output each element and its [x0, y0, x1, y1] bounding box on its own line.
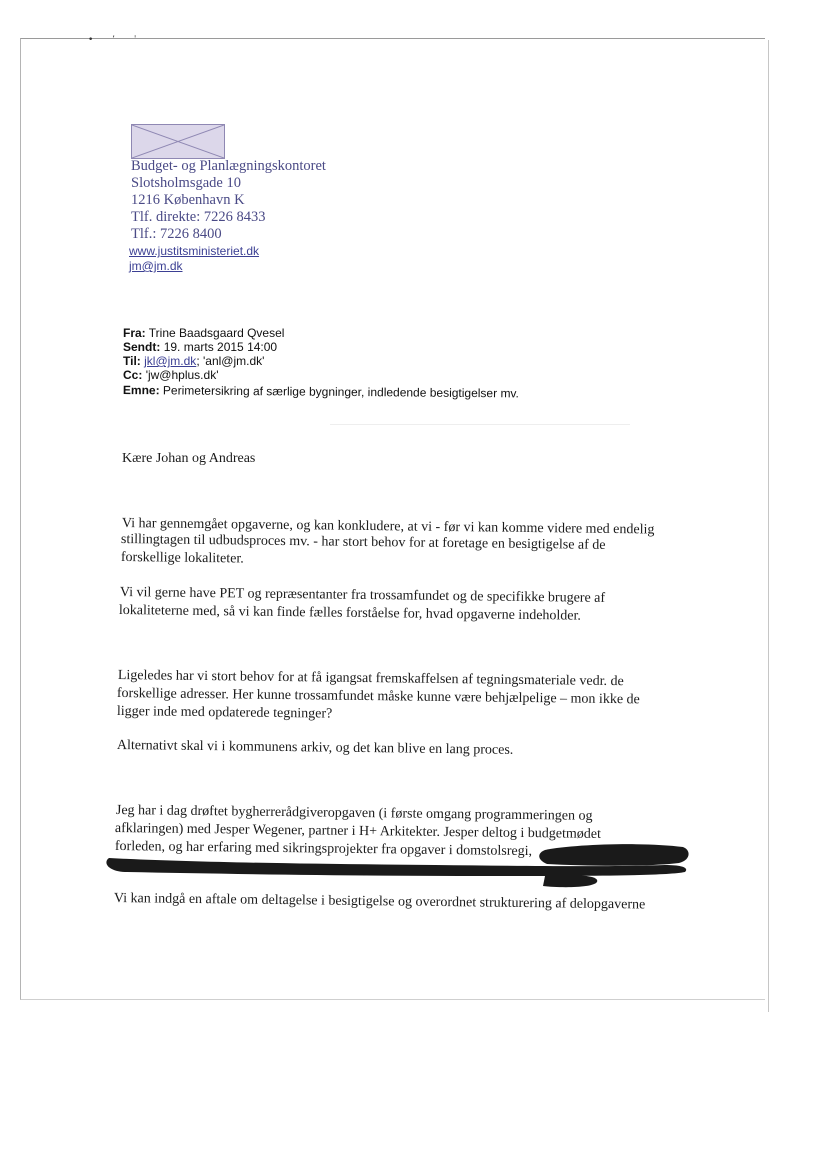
to-link[interactable]: jkl@jm.dk — [144, 354, 197, 368]
to-label: Til: — [123, 354, 141, 368]
cc-label: Cc: — [123, 368, 143, 382]
signature-direct-phone: Tlf. direkte: 7226 8433 — [131, 209, 266, 225]
to-rest: ; 'anl@jm.dk' — [196, 354, 265, 368]
header-to — [123, 354, 264, 368]
sent-value: 19. marts 2015 14:00 — [163, 340, 278, 354]
p2-line1: Vi vil gerne have PET og repræsentanter fra trossamfundet og de specifikke brugere af — [119, 585, 606, 606]
signature-office: Budget- og Planlægningskontoret — [131, 158, 326, 174]
p4-line1: Alternativt skal vi i kommunens arkiv, og det kan blive en lang proces. — [116, 738, 514, 758]
redaction-mark — [105, 838, 690, 890]
signature-phone: Tlf.: 7226 8400 — [131, 226, 222, 242]
header-sent — [123, 340, 277, 354]
signature-street: Slotsholmsgade 10 — [131, 175, 241, 191]
p1-line3: forskellige lokaliteter. — [120, 550, 244, 567]
p1-line2: stillingtagen til udbudsproces mv. - har stort behov for at foretage en besigtigelse af de — [120, 532, 606, 553]
p3-line3: ligger inde med opdaterede tegninger? — [116, 704, 333, 722]
subject-value: Perimetersikring af særlige bygninger, indledende besigtigelser mv. — [162, 383, 519, 401]
header-cc — [123, 368, 218, 382]
scan-specks: • ʼ ˈ — [88, 35, 145, 45]
from-value: Trine Baadsgaard Qvesel — [148, 326, 285, 340]
cc-value: 'jw@hplus.dk' — [145, 368, 219, 382]
p5-line2: afklaringen) med Jesper Wegener, partner i H+ Arkitekter. Jesper deltog i budgetmødet — [114, 821, 602, 842]
subject-label: Emne: — [122, 383, 160, 398]
greeting: Kære Johan og Andreas — [122, 451, 256, 466]
signature-email-link[interactable]: jm@jm.dk — [129, 259, 183, 273]
p2-line2: lokaliteterne med, så vi kan finde fælles forståelse for, hvad opgaverne indeholder. — [118, 603, 582, 624]
faint-rule — [330, 424, 630, 425]
sent-label: Sendt: — [123, 340, 161, 354]
p1-line1: Vi har gennemgået opgaverne, og kan konkludere, at vi - før vi kan komme videre med endelig — [121, 516, 655, 538]
from-label: Fra: — [123, 326, 146, 340]
p5-line3: forleden, og har erfaring med sikringsprojekter fra opgaver i domstolsregi, — [114, 839, 533, 860]
signature-city: 1216 København K — [131, 192, 245, 208]
p5-line1: Jeg har i dag drøftet bygherrerådgiveropgaven (i første omgang programmeringen og — [115, 803, 593, 824]
p3-line2: forskellige adresser. Her kunne trossamfundet måske kunne være behjælpelige – mon ikke de — [116, 686, 640, 708]
p3-line1: Ligeledes har vi stort behov for at få igangsat fremskaffelsen af tegningsmateriale vedr. de — [117, 668, 624, 690]
p6-line1: Vi kan indgå en aftale om deltagelse i besigtigelse og overordnet strukturering af delopgaverne — [113, 891, 646, 913]
signature-website-link[interactable]: www.justitsministeriet.dk — [129, 244, 260, 258]
header-from — [123, 326, 284, 340]
page-edge — [768, 40, 769, 1012]
broken-logo-image — [131, 124, 225, 159]
